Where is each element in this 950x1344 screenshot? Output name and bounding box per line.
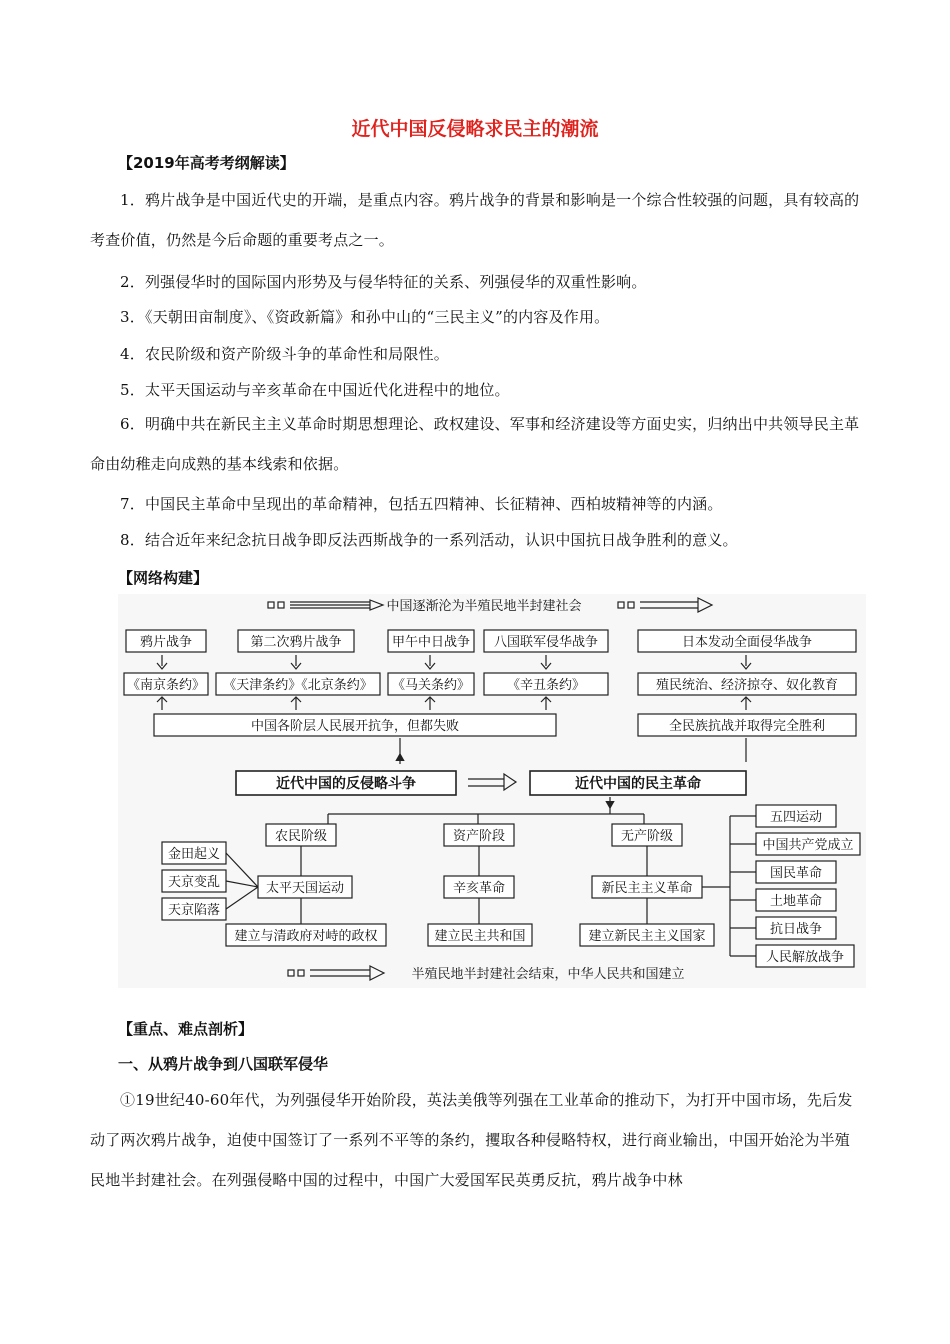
section-heading-network: 【网络构建】 xyxy=(118,569,209,587)
event-may-fourth: 五四运动 xyxy=(769,810,823,825)
analysis-paragraph: ①19世纪40-60年代，为列强侵华开始阶段，英法美俄等列强在工业革命的推动下，为打开中国市场，先后发动了两次鸦片战争，迫使中国签订了一系列不平等的条约，攫取各种侵略特权，进行商业输出，中国开始沦为半殖民地半封建社会。在列强侵略中国的过程中，中国广大爱国军民英勇反抗，鸦片战争中林 xyxy=(90,1091,853,1189)
class-peasant: 农民阶级 xyxy=(274,829,328,844)
event-jintian-uprising: 金田起义 xyxy=(167,847,221,862)
anti-aggression-label: 近代中国的反侵略斗争 xyxy=(276,776,416,792)
resistance-victory: 全民族抗战并取得完全胜利 xyxy=(668,719,826,734)
treaty-shimonoseki: 《马关条约》 xyxy=(391,678,471,693)
class-bourgeois: 资产阶段 xyxy=(452,829,506,844)
treaty-tianjin-beijing: 《天津条约》《北京条约》 xyxy=(223,678,373,693)
war-sino-japanese: 甲午中日战争 xyxy=(391,635,471,650)
event-tianjing-fall: 天京陷落 xyxy=(167,903,221,918)
event-anti-japanese-war: 抗日战争 xyxy=(769,922,823,937)
point-5: 5．太平天国运动与辛亥革命在中国近代化进程中的地位。 xyxy=(120,381,510,399)
war-eight-nation: 八国联军侵华战争 xyxy=(493,635,599,650)
section-heading-syllabus: 【2019年高考考纲解读】 xyxy=(118,154,295,172)
point-6: 6．明确中共在新民主主义革命时期思想理论、政权建设、军事和经济建设等方面史实，归纳出中共领导民主革命由幼稚走向成熟的基本线索和依据。 xyxy=(90,415,860,473)
point-2: 2．列强侵华时的国际国内形势及与侵华特征的关系、列强侵华的双重性影响。 xyxy=(120,273,647,291)
regime-taiping: 建立与清政府对峙的政权 xyxy=(234,929,378,944)
point-1: 1．鸦片战争是中国近代史的开端，是重点内容。鸦片战争的背景和影响是一个综合性较强的问题，具有较高的考查价值，仍然是今后命题的重要考点之一。 xyxy=(90,191,860,249)
event-cpc-founded: 中国共产党成立 xyxy=(762,838,854,853)
movement-taiping: 太平天国运动 xyxy=(265,881,345,896)
treaty-boxer: 《辛丑条约》 xyxy=(506,678,586,693)
section-heading-analysis: 【重点、难点剖析】 xyxy=(118,1020,254,1038)
diagram-top-banner: 中国逐渐沦为半殖民地半封建社会 xyxy=(386,599,582,614)
knowledge-network-diagram xyxy=(118,594,866,988)
point-4: 4．农民阶级和资产阶级斗争的革命性和局限性。 xyxy=(120,345,449,363)
point-3: 3．《天朝田亩制度》、《资政新篇》和孙中山的“三民主义”的内容及作用。 xyxy=(120,308,610,326)
event-land-revolution: 土地革命 xyxy=(769,894,823,909)
movement-new-democratic: 新民主主义革命 xyxy=(601,881,693,896)
page-title: 近代中国反侵略求民主的潮流 xyxy=(351,118,599,140)
diagram-bottom-banner: 半殖民地半封建社会结束，中华人民共和国建立 xyxy=(411,967,685,982)
war-japan-full-invasion: 日本发动全面侵华战争 xyxy=(681,635,813,650)
event-liberation-war: 人民解放战争 xyxy=(765,950,845,965)
regime-new-democratic: 建立新民主主义国家 xyxy=(588,929,706,944)
colonial-rule: 殖民统治、经济掠夺、奴化教育 xyxy=(655,678,839,693)
class-proletariat: 无产阶级 xyxy=(620,829,674,844)
event-tianjing-incident: 天京变乱 xyxy=(167,875,221,890)
war-opium: 鸦片战争 xyxy=(139,635,193,650)
regime-republic: 建立民主共和国 xyxy=(434,929,526,944)
democratic-revolution-label: 近代中国的民主革命 xyxy=(575,776,701,792)
point-8: 8．结合近年来纪念抗日战争即反法西斯战争的一系列活动，认识中国抗日战争胜利的意义。 xyxy=(120,531,738,549)
war-second-opium: 第二次鸦片战争 xyxy=(250,635,342,650)
resistance-failed: 中国各阶层人民展开抗争，但都失败 xyxy=(250,719,460,734)
subheading-opium-to-eight-nation: 一、从鸦片战争到八国联军侵华 xyxy=(118,1055,329,1073)
point-7: 7．中国民主革命中呈现出的革命精神，包括五四精神、长征精神、西柏坡精神等的内涵。 xyxy=(120,495,723,513)
movement-xinhai: 辛亥革命 xyxy=(452,881,506,896)
treaty-nanjing: 《南京条约》 xyxy=(126,678,206,693)
event-national-revolution: 国民革命 xyxy=(769,866,823,881)
